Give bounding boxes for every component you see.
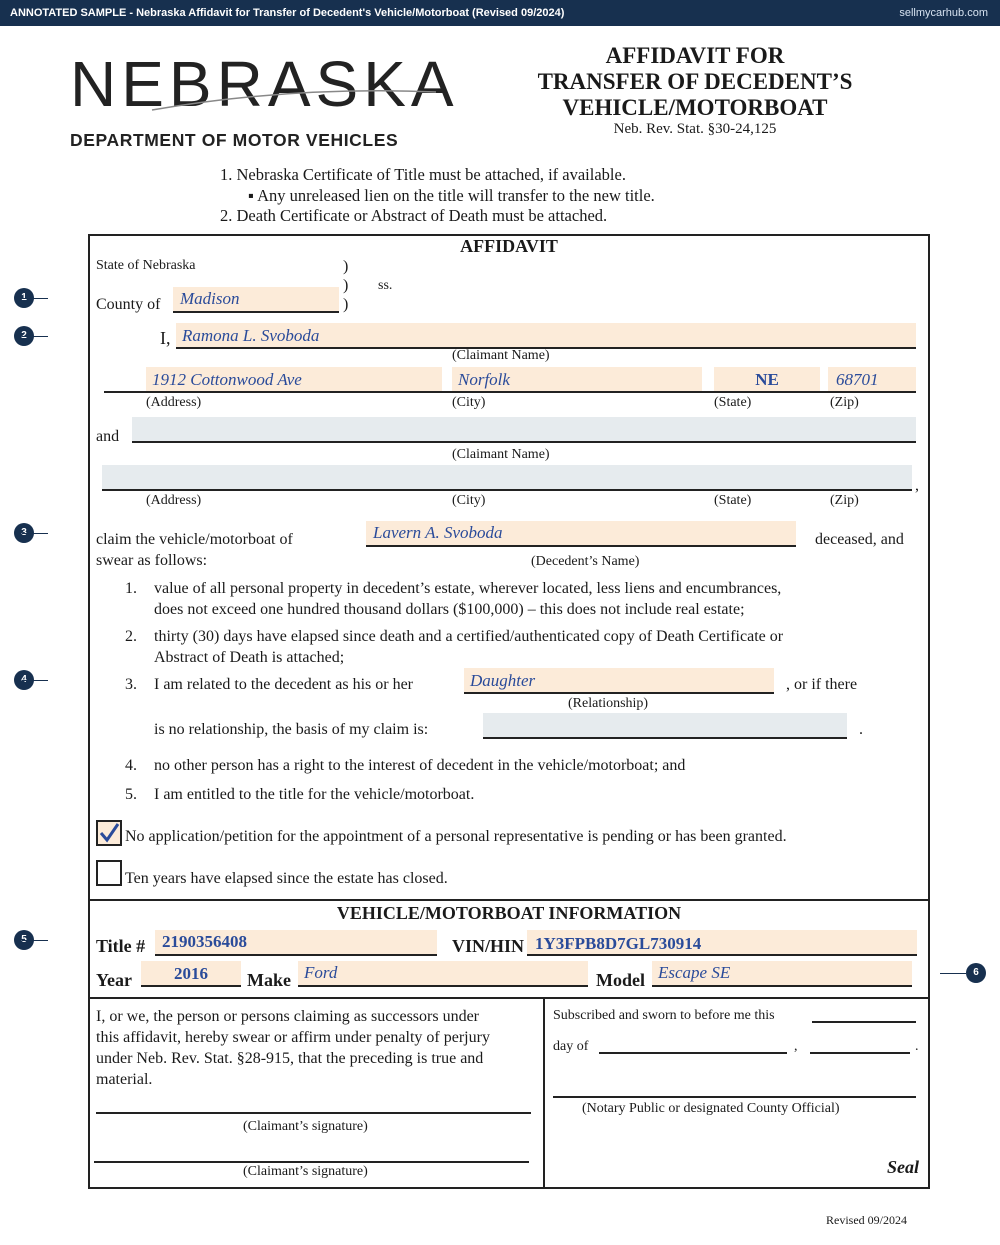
title-number-value: 2190356408 (162, 932, 247, 951)
vin-underline (527, 954, 917, 956)
paren: ) (343, 277, 349, 294)
estate-closed-checkbox[interactable] (96, 860, 122, 886)
claimant-name-caption: (Claimant Name) (452, 348, 550, 363)
vin-value: 1Y3FPB8D7GL730914 (535, 934, 702, 953)
revised-date: Revised 09/2024 (826, 1213, 907, 1227)
county-value: Madison (180, 289, 240, 308)
title-line: TRANSFER OF DECEDENT’S (537, 69, 853, 94)
comma: , (794, 1039, 798, 1054)
address-underline (104, 391, 916, 393)
claimant2-address-underline (102, 489, 912, 491)
comma: , (915, 477, 919, 494)
state-value: NE (755, 370, 779, 389)
address-caption: (Address) (146, 493, 202, 508)
decedent-value: Lavern A. Svoboda (373, 523, 503, 542)
decedent-caption: (Decedent’s Name) (531, 554, 640, 569)
relationship-caption: (Relationship) (568, 696, 649, 711)
nebraska-logo: NEBRASKA (70, 48, 459, 120)
item-1-text: value of all personal property in decedent’s estate, wherever located, less liens and encumbrances, (154, 580, 782, 597)
make-field[interactable] (298, 961, 588, 985)
claimant-name-value: Ramona L. Svoboda (182, 326, 320, 345)
county-underline (173, 311, 339, 313)
item-2-text: Abstract of Death is attached; (154, 649, 345, 666)
and-label: and (96, 428, 120, 445)
day-of-text: day of (553, 1039, 589, 1054)
day-line[interactable] (812, 1021, 916, 1023)
item-number: 1. (125, 580, 137, 597)
section-divider (88, 997, 930, 999)
banner-site: sellmycarhub.com (899, 7, 988, 19)
year-line[interactable] (810, 1052, 910, 1054)
state-label: State of Nebraska (96, 258, 196, 273)
instruction-1: 1. Nebraska Certificate of Title must be attached, if available. (220, 165, 626, 184)
paren: ) (343, 258, 349, 275)
city-caption: (City) (452, 493, 486, 508)
swear-text: swear as follows: (96, 552, 208, 569)
make-label: Make (247, 970, 291, 990)
item-number: 2. (125, 628, 137, 645)
zip-caption: (Zip) (830, 493, 859, 508)
logo-swoosh-icon (150, 84, 440, 114)
vehicle-heading: VEHICLE/MOTORBOAT INFORMATION (336, 903, 682, 923)
year-underline (141, 985, 241, 987)
affidavit-heading: AFFIDAVIT (460, 236, 558, 256)
item-3-suffix: , or if there (786, 676, 858, 693)
city-caption: (City) (452, 395, 486, 410)
oath-text: this affidavit, hereby swear or affirm under penalty of perjury (96, 1029, 490, 1046)
notary-caption: (Notary Public or designated County Official) (582, 1101, 840, 1116)
claimant2-name-underline (132, 441, 916, 443)
banner-title: ANNOTATED SAMPLE - Nebraska Affidavit for Transfer of Decedent's Vehicle/Motorboat (Revised 09/2024) (10, 7, 565, 19)
annotation-connector (940, 973, 966, 974)
item-number: 5. (125, 786, 137, 803)
estate-closed-label: Ten years have elapsed since the estate has closed. (125, 870, 448, 887)
annotation-connector (22, 298, 48, 299)
zip-caption: (Zip) (830, 395, 859, 410)
month-line[interactable] (599, 1052, 787, 1054)
claimant2-name-caption: (Claimant Name) (452, 447, 550, 462)
title-line: AFFIDAVIT FOR (605, 43, 785, 68)
notary-signature-line[interactable] (553, 1096, 916, 1098)
pending-petition-checkbox[interactable] (96, 820, 122, 846)
basis-field[interactable] (483, 713, 847, 737)
claimant2-name-field[interactable] (132, 417, 916, 441)
item-number: 3. (125, 676, 137, 693)
make-underline (298, 985, 588, 987)
form-title (530, 43, 860, 121)
checkmark-icon (98, 822, 120, 844)
signature-caption: (Claimant’s signature) (243, 1119, 368, 1134)
annotation-connector (22, 680, 48, 681)
claimant-signature-line[interactable] (96, 1112, 531, 1114)
annotation-connector (22, 533, 48, 534)
oath-text: material. (96, 1071, 153, 1088)
period: . (915, 1039, 919, 1054)
item-number: 4. (125, 757, 137, 774)
title-number-label: Title # (96, 936, 146, 956)
i-label: I, (160, 328, 171, 348)
instruction-bullet: ▪ Any unreleased lien on the title will transfer to the new title. (248, 186, 655, 205)
signature-caption: (Claimant’s signature) (243, 1164, 368, 1179)
zip-value: 68701 (836, 370, 879, 389)
make-value: Ford (304, 963, 338, 982)
instruction-2: 2. Death Certificate or Abstract of Death must be attached. (220, 206, 608, 225)
model-label: Model (596, 970, 645, 990)
ss-label: ss. (378, 278, 393, 293)
model-underline (652, 985, 912, 987)
oath-text: I, or we, the person or persons claiming as successors under (96, 1008, 480, 1025)
item-3-basis-text: is no relationship, the basis of my claim is: (154, 721, 429, 738)
claimant2-address-field[interactable] (102, 465, 912, 489)
city-value: Norfolk (458, 370, 510, 389)
annotation-connector (22, 940, 48, 941)
address-value: 1912 Cottonwood Ave (152, 370, 302, 389)
item-2-text: thirty (30) days have elapsed since death and a certified/authenticated copy of Death Certificate or (154, 628, 784, 645)
department-name: DEPARTMENT OF MOTOR VEHICLES (70, 130, 399, 150)
year-label: Year (96, 970, 132, 990)
state-caption: (State) (714, 395, 752, 410)
state-caption: (State) (714, 493, 752, 508)
deceased-text: deceased, and (815, 531, 904, 548)
claim-text: claim the vehicle/motorboat of (96, 531, 293, 548)
oath-text: under Neb. Rev. Stat. §28-915, that the preceding is true and (96, 1050, 484, 1067)
item-3-text: I am related to the decedent as his or her (154, 676, 413, 693)
pending-petition-label: No application/petition for the appointment of a personal representative is pending or has been granted. (125, 828, 787, 845)
relationship-underline (464, 692, 774, 694)
claimant-signature-line-2[interactable] (94, 1161, 529, 1163)
title-underline (155, 954, 437, 956)
statute-reference: Neb. Rev. Stat. §30-24,125 (613, 121, 777, 137)
paren: ) (343, 296, 349, 313)
annotation-connector (22, 336, 48, 337)
relationship-value: Daughter (470, 671, 536, 690)
decedent-underline (366, 545, 796, 547)
item-5-text: I am entitled to the title for the vehicle/motorboat. (154, 786, 475, 803)
period: . (859, 721, 863, 738)
title-line: VEHICLE/MOTORBOAT (562, 95, 828, 120)
annotation-marker: 6 (966, 963, 986, 983)
subscribed-text: Subscribed and sworn to before me this (553, 1008, 775, 1023)
vin-label: VIN/HIN (452, 936, 525, 956)
annotation-banner (0, 0, 1000, 26)
address-caption: (Address) (146, 395, 202, 410)
seal-label: Seal (887, 1157, 920, 1177)
column-divider (543, 998, 545, 1189)
model-value: Escape SE (658, 963, 731, 982)
county-label: County of (96, 296, 161, 313)
item-1-text: does not exceed one hundred thousand dollars ($100,000) – this does not include real estate; (154, 601, 745, 618)
basis-underline (483, 737, 847, 739)
section-divider (88, 899, 930, 901)
year-value: 2016 (174, 964, 208, 983)
item-4-text: no other person has a right to the interest of decedent in the vehicle/motorboat; and (154, 757, 686, 774)
